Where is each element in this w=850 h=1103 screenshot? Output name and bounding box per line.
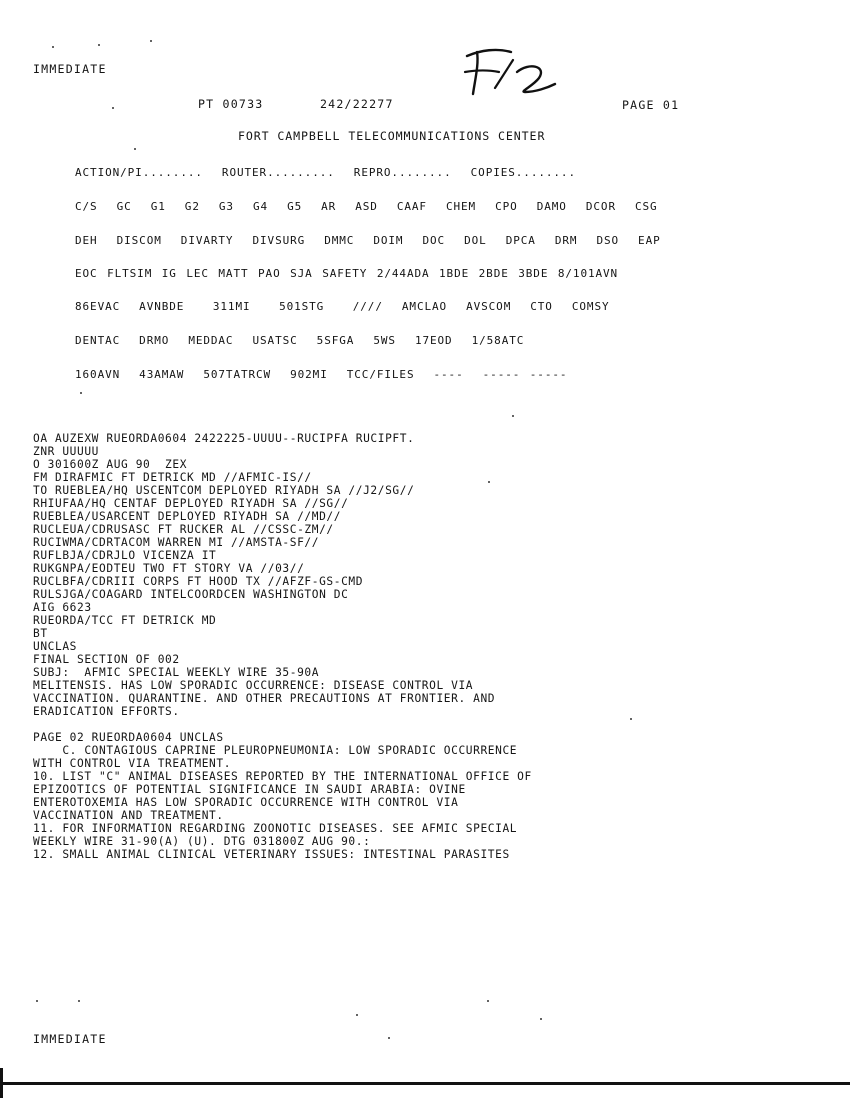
scan-speck [512, 415, 514, 417]
distribution-row-medical: DENTAC DRMO MEDDAC USATSC 5SFGA 5WS 17EOD 1/58ATC [75, 334, 525, 347]
scan-speck [487, 1000, 489, 1002]
message-line: ENTEROTOXEMIA HAS LOW SPORADIC OCCURRENCE WITH CONTROL VIA [33, 796, 459, 809]
message-line: RHIUFAA/HQ CENTAF DEPLOYED RIYADH SA //SG// [33, 497, 349, 510]
scan-speck [36, 1000, 38, 1002]
message-line: 11. FOR INFORMATION REGARDING ZOONOTIC DISEASES. SEE AFMIC SPECIAL [33, 822, 518, 835]
page-number-header: PAGE 01 [622, 98, 680, 112]
message-line: 12. SMALL ANIMAL CLINICAL VETERINARY ISSUES: INTESTINAL PARASITES [33, 848, 510, 861]
message-line: EPIZOOTICS OF POTENTIAL SIGNIFICANCE IN SAUDI ARABIA: OVINE [33, 783, 466, 796]
message-line: RUEORDA/TCC FT DETRICK MD [33, 614, 217, 627]
scan-speck [388, 1037, 390, 1039]
message-line: RUEBLEA/USARCENT DEPLOYED RIYADH SA //MD// [33, 510, 342, 523]
message-line: OA AUZEXW RUEORDA0604 2422225-UUUU--RUCIPFA RUCIPFT. [33, 432, 415, 445]
message-line: ERADICATION EFFORTS. [33, 705, 180, 718]
message-line: 10. LIST "C" ANIMAL DISEASES REPORTED BY THE INTERNATIONAL OFFICE OF [33, 770, 532, 783]
distribution-row-action: ACTION/PI........ ROUTER......... REPRO........ COPIES........ [75, 166, 576, 179]
distribution-row-offices: EOC FLTSIM IG LEC MATT PAO SJA SAFETY 2/44ADA 1BDE 2BDE 3BDE 8/101AVN [75, 267, 619, 280]
message-line: TO RUEBLEA/HQ USCENTCOM DEPLOYED RIYADH SA //J2/SG// [33, 484, 415, 497]
precedence-top: IMMEDIATE [33, 62, 107, 76]
message-line: RUCLEUA/CDRUSASC FT RUCKER AL //CSSC-ZM// [33, 523, 334, 536]
scan-speck [78, 1000, 80, 1002]
scan-speck [630, 718, 632, 720]
message-line: VACCINATION. QUARANTINE. AND OTHER PRECAUTIONS AT FRONTIER. AND [33, 692, 496, 705]
distribution-row-staff: C/S GC G1 G2 G3 G4 G5 AR ASD CAAF CHEM CPO DAMO DCOR CSG [75, 200, 658, 213]
message-line: RUKGNPA/EODTEU TWO FT STORY VA //03// [33, 562, 305, 575]
message-line: PAGE 02 RUEORDA0604 UNCLAS [33, 731, 224, 744]
scan-speck [80, 392, 82, 394]
message-line: WEEKLY WIRE 31-90(A) (U). DTG 031800Z AUG 90.: [33, 835, 371, 848]
scan-speck [52, 46, 54, 48]
comm-center-title: FORT CAMPBELL TELECOMMUNICATIONS CENTER [238, 129, 546, 143]
message-line: O 301600Z AUG 90 ZEX [33, 458, 188, 471]
precedence-bottom: IMMEDIATE [33, 1032, 107, 1046]
scan-speck [150, 40, 152, 42]
message-line: WITH CONTROL VIA TREATMENT. [33, 757, 232, 770]
message-line: SUBJ: AFMIC SPECIAL WEEKLY WIRE 35-90A [33, 666, 320, 679]
message-line: FM DIRAFMIC FT DETRICK MD //AFMIC-IS// [33, 471, 312, 484]
message-line: ZNR UUUUU [33, 445, 100, 458]
message-line: RUFLBJA/CDRJLO VICENZA IT [33, 549, 217, 562]
message-reference-number: PT 00733 [198, 97, 264, 111]
scan-border-left [0, 1068, 3, 1098]
scan-speck [488, 481, 490, 483]
message-line: UNCLAS [33, 640, 78, 653]
message-line: RUCLBFA/CDRIII CORPS FT HOOD TX //AFZF-GS-CMD [33, 575, 364, 588]
scan-speck [98, 44, 100, 46]
scan-speck [112, 107, 114, 109]
handwritten-initials [455, 42, 565, 102]
message-line: FINAL SECTION OF 002 [33, 653, 180, 666]
message-line: AIG 6623 [33, 601, 92, 614]
scan-speck [356, 1014, 358, 1016]
message-line: RUCIWMA/CDRTACOM WARREN MI //AMSTA-SF// [33, 536, 320, 549]
message-dtg: 242/22277 [320, 97, 394, 111]
distribution-row-aviation: 160AVN 43AMAW 507TATRCW 902MI TCC/FILES ---- ----- ----- [75, 368, 568, 381]
message-line: BT [33, 627, 48, 640]
message-line: C. CONTAGIOUS CAPRINE PLEUROPNEUMONIA: LOW SPORADIC OCCURRENCE [33, 744, 518, 757]
message-line: MELITENSIS. HAS LOW SPORADIC OCCURRENCE: DISEASE CONTROL VIA [33, 679, 474, 692]
scan-border-bottom [0, 1082, 850, 1085]
scan-speck [134, 148, 136, 150]
distribution-row-units: 86EVAC AVNBDE 311MI 501STG //// AMCLAO AVSCOM CTO COMSY [75, 300, 610, 313]
message-line: RULSJGA/COAGARD INTELCOORDCEN WASHINGTON DC [33, 588, 349, 601]
scan-speck [540, 1018, 542, 1020]
message-line: VACCINATION AND TREATMENT. [33, 809, 224, 822]
distribution-row-directorates: DEH DISCOM DIVARTY DIVSURG DMMC DOIM DOC DOL DPCA DRM DSO EAP [75, 234, 661, 247]
